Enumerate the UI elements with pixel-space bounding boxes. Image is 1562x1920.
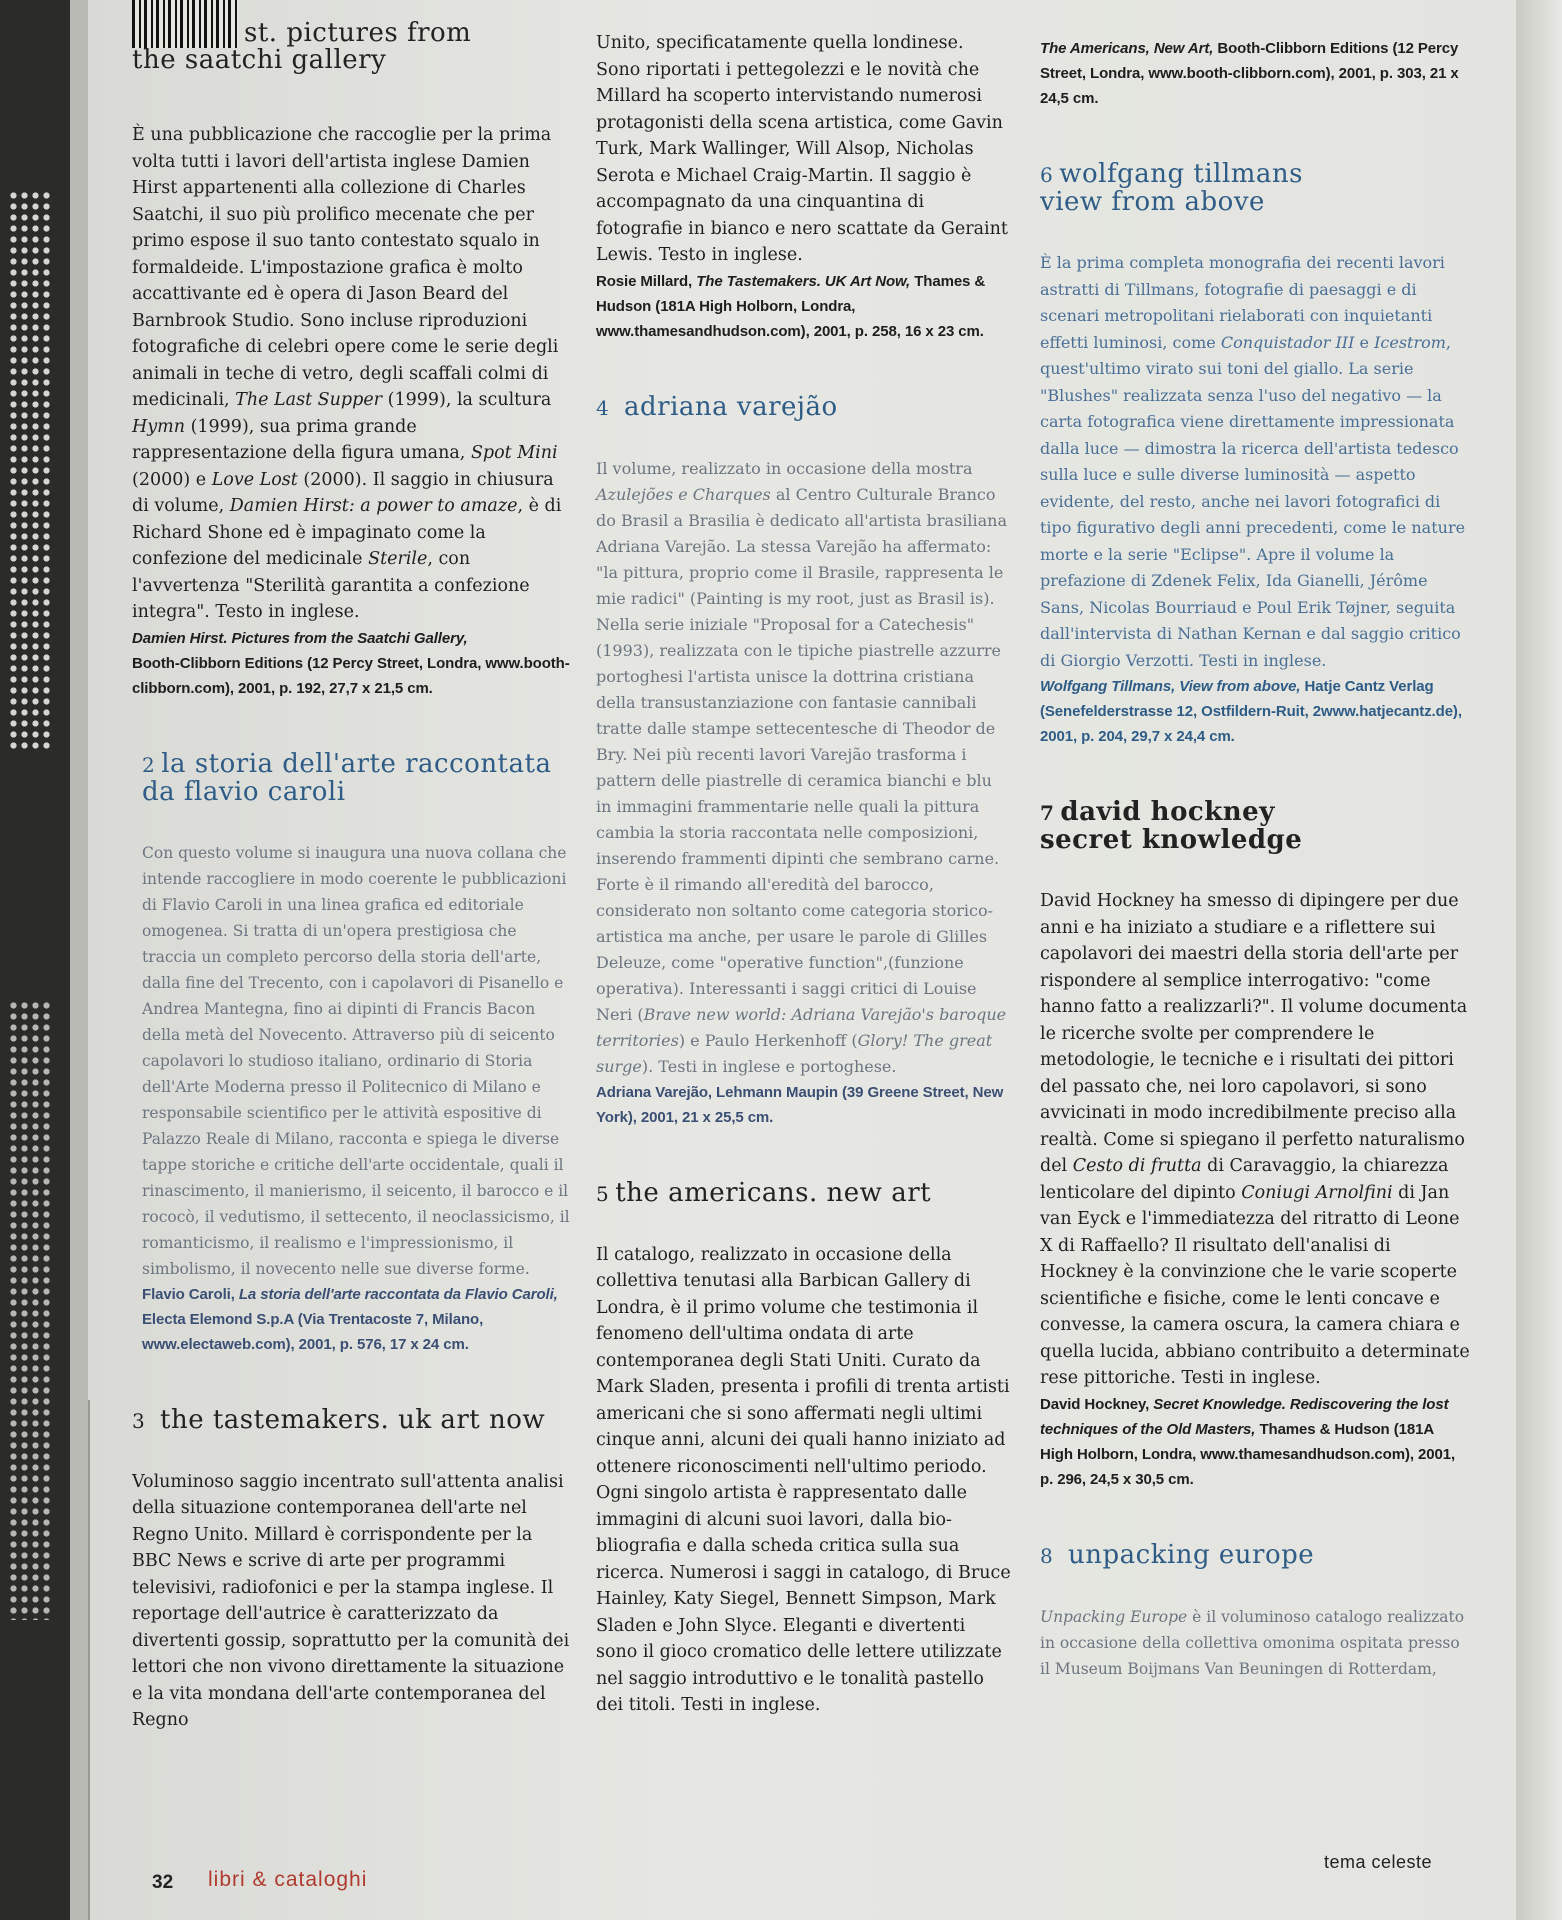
section-7-hockney [1040, 799, 1470, 1492]
section-8-unpacking-europe [1040, 1539, 1470, 1682]
left-page-edge [0, 0, 70, 1920]
section-5-reference: The Americans, New Art, Booth-Clibborn Editions (12 Percy Street, Londra, www.booth-clibborn.com), 2001, p. 303, 21 x 24,5 cm. [1040, 40, 1459, 107]
section-6-title: 6 wolfgang tillmans view from above [1040, 159, 1304, 217]
section-1-body: È una pubblicazione che raccoglie per la prima volta tutti i lavori dell'artista inglese Damien Hirst appartenenti alla collezione di Charles Saatchi, il suo più prolifico mecenate che per primo espose il suo tanto contestato squalo in formaldeide. L'impostazione grafica è molto accattivante ed è opera di Jason Beard del Barnbrook Studio. Sono incluse riproduzioni fotografiche di celebri opere come le serie degli animali in teche di vetro, degli scaffali colmi di medicinali, The Last Supper (1999), la scultura Hymn (1999), sua prima grande rappresentazione della figura umana, Spot Mini (2000) e Love Lost (2000). Il saggio in chiusura di volume, Damien Hirst: a power to amaze, è di Richard Shone ed è impaginato come la confezione del medicinale Sterile, con l'avvertenza "Sterilità garantita a confezione integra". Testo in inglese. [132, 125, 562, 622]
section-4-reference: Adriana Varejão, Lehmann Maupin (39 Greene Street, New York), 2001, 21 x 25,5 cm. [596, 1083, 1004, 1126]
section-label: libri & cataloghi [208, 1868, 368, 1891]
section-3-continued [596, 30, 1011, 344]
title-line-1: st. pictures from [244, 18, 472, 48]
section-3-tastemakers [132, 1404, 572, 1734]
section-4-varejao [596, 391, 1011, 1130]
section-1-reference: Damien Hirst. Pictures from the Saatchi Gallery, Booth-Clibborn Editions (12 Percy Street, Londra, www.booth-clibborn.com), 2001, p. 192, 27,7 x 21,5 cm. [132, 629, 570, 697]
section-4-body: Il volume, realizzato in occasione della mostra Azulejões e Charques al Centro Culturale Branco do Brasil a Brasilia è dedicato all'artista brasiliana Adriana Varejão. La stessa Varejão ha affermato: "la pittura, proprio come il Brasile, rappresenta le mie radici" (Painting is my root, just as Brasil is). Nella serie iniziale "Proposal for a Catechesis" (1993), realizzata con le tipiche piastrelle azzurre portoghesi l'artista unisce la dottrina cristiana della transustanziazione con fantasie cannibali tratte dalle stampe settecentesche di Theodor de Bry. Nei più recenti lavori Varejão trasforma i pattern delle piastrelle di ceramica bianchi e blu in immagini frammentarie nelle quali la pittura cambia la storia raccontata nelle composizioni, inserendo frammenti dipinti che sembrano carne. Forte è il rimando all'eredità del barocco, considerato non soltanto come categoria storico-artistica ma anche, per usare le parole di Glilles Deleuze, come "operative function",(funzione operativa). Interessanti i saggi critici di Louise Neri (Brave new world: Adriana Varejão's baroque territories) e Paulo Herkenhoff (Glory! The great surge). Testi in inglese e portoghese. [596, 458, 1008, 1076]
section-7-title: 7 david hockney secret knowledge [1040, 797, 1303, 855]
section-2-body: Con questo volume si inaugura una nuova collana che intende raccogliere in modo coerente le pubblicazioni di Flavio Caroli in una linea grafica ed editoriale omogenea. Si tratta di un'opera prestigiosa che traccia un completo percorso della storia dell'arte, dalla fine del Trecento, con i capolavori di Pisanello e Andrea Mantegna, fino ai dipinti di Francis Bacon della metà del Novecento. Attraverso più di seicento capolavori lo studioso italiano, ordinario di Storia dell'Arte Moderna presso il Politecnico di Milano e responsabile scientifico per le attività espositive di Palazzo Reale di Milano, racconta e spiega le diverse tappe storiche e critiche dell'arte occidentale, quali il rinascimento, il manierismo, il seicento, il barocco e il rococò, il vedutismo, il settecento, il neoclassicismo, il romanticismo, il realismo e l'impressionismo, il simbolismo, il novecento nelle sue diverse forme. [142, 843, 570, 1278]
section-7-body: David Hockney ha smesso di dipingere per due anni e ha iniziato a studiare e a riflettere sui capolavori dei maestri della storia dell'arte per rispondere al semplice interrogativo: "come hanno fatto a realizzarli?". Il volume documenta le ricerche svolte per comprendere le metodologie, le tecniche e i risultati dei pittori del passato che, nei loro capolavori, si sono avvicinati in modo incredibilmente preciso alla realtà. Come si spiegano il perfetto naturalismo del Cesto di frutta di Caravaggio, la chiarezza lenticolare del dipinto Coniugi Arnolfini di Jan van Eyck e l'immediatezza del ritratto di Leone X di Raffaello? Il risultato dell'analisi di Hockney è la convinzione che le varie scoperte scientifiche e fisiche, come le lenti concave e convesse, la camera oscura, la camera chiara e quella lucida, abbiano contribuito a determinate rese pittoriche. Testi in inglese. [1040, 891, 1470, 1388]
section-3-title: 3 the tastemakers. uk art now [132, 1404, 546, 1435]
section-5-title: 5 the americans. new art [596, 1177, 932, 1208]
title-line-2: the saatchi gallery [132, 45, 387, 75]
section-3-reference: Rosie Millard, The Tastemakers. UK Art Now, Thames & Hudson (181A High Holborn, Londra, www.thamesandhudson.com), 2001, p. 258, 16 x 23 cm. [596, 272, 986, 340]
section-2-caroli [132, 748, 572, 1357]
section-1-hirst [132, 20, 572, 701]
section-8-title: 8 unpacking europe [1040, 1539, 1315, 1570]
column-3 [1040, 36, 1470, 1682]
section-6-tillmans [1040, 161, 1470, 749]
section-4-title: 4 adriana varejão [596, 391, 838, 422]
section-5-reference-block [1040, 36, 1470, 111]
halftone-strip [8, 190, 54, 750]
section-5-body: Il catalogo, realizzato in occasione della collettiva tenutasi alla Barbican Gallery di Londra, è il primo volume che testimonia il fenomeno dell'ultima ondata di arte contemporanea degli Stati Uniti. Curato da Mark Sladen, presenta i profili di trenta artisti americani che si sono affermati negli ultimi cinque anni, alcuni dei quali hanno iniziato ad ottenere riconoscimenti nell'ultimo periodo. Ogni singolo artista è rappresentato dalle immagini di alcuni suoi lavori, dalla bio-bliografia e dalla scheda critica sulla sua ricerca. Numerosi i saggi in catalogo, di Bruce Hainley, Katy Siegel, Bennett Simpson, Mark Sladen e John Slyce. Eleganti e divertenti sono il gioco cromatico delle lettere utilizzate nel saggio introduttivo e le tonalità pastello dei titoli. Testi in inglese. [596, 1244, 1011, 1715]
section-2-reference: Flavio Caroli, La storia dell'arte raccontata da Flavio Caroli, Electa Elemond S.p.A (Via Trentacoste 7, Milano, www.electaweb.com), 2001, p. 576, 17 x 24 cm. [142, 1285, 558, 1353]
page-fold-line [88, 1400, 90, 1920]
magazine-name: tema celeste [1324, 1852, 1433, 1872]
section-8-body: Unpacking Europe è il voluminoso catalogo realizzato in occasione della collettiva omonima ospitata presso il Museum Boijmans Van Beuningen di Rotterdam, [1040, 1607, 1465, 1678]
section-5-americans [596, 1177, 1011, 1719]
section-6-reference: Wolfgang Tillmans, View from above, Hatje Cantz Verlag (Senefelderstrasse 12, Ostfildern-Ruit, 2www.hatjecantz.de), 2001, p. 204, 29,7 x 24,4 cm. [1040, 678, 1462, 745]
page-number: 32 [152, 1872, 174, 1893]
section-1-title [132, 20, 572, 74]
section-3-body: Voluminoso saggio incentrato sull'attenta analisi della situazione contemporanea dell'arte nel Regno Unito. Millard è corrispondente per la BBC News e scrive di arte per programmi televisivi, radiofonici e per la stampa inglese. Il reportage dell'autrice è caratterizzato da divertenti gossip, soprattutto per la comunità dei lettori che non vivono direttamente la situazione e la vita mondana dell'arte contemporanea del Regno [132, 1471, 570, 1730]
column-2 [596, 30, 1011, 1719]
right-page-edge [1516, 0, 1562, 1920]
section-3-body-continued: Unito, specificatamente quella londinese. Sono riportati i pettegolezzi e le novità che Millard ha scoperto intervistando numerosi protagonisti della scena artistica, come Gavin Turk, Mark Wallinger, Will Alsop, Nicholas Serota e Michael Craig-Martin. Il saggio è accompagnato da una cinquantina di fotografie in bianco e nero scattate da Geraint Lewis. Testo in inglese. [596, 33, 1008, 265]
section-6-body: È la prima completa monografia dei recenti lavori astratti di Tillmans, fotografie di paesaggi e di scenari metropolitani rielaborati con inquietanti effetti luminosi, come Conquistador III e Icestrom, quest'ultimo virato sui toni del giallo. La serie "Blushes" realizzata senza l'uso del negativo — la carta fotografica viene direttamente impressionata dalla luce — dimostra la ricerca dell'artista tedesco sulla luce e sulle diverse luminosità — aspetto evidente, del resto, anche nei lavori fotografici di tipo figurativo degli anni precedenti, come le nature morte e la serie "Eclipse". Apre il volume la prefazione di Zdenek Felix, Ida Gianelli, Jérôme Sans, Nicolas Bourriaud e Poul Erik Tøjner, seguita dall'intervista di Nathan Kernan e dal saggio critico di Giorgio Verzotti. Testi in inglese. [1040, 253, 1466, 670]
section-2-title: 2 la storia dell'arte raccontata da flavio caroli [142, 748, 552, 807]
column-1 [132, 20, 572, 1734]
halftone-strip-lower [8, 1000, 54, 1620]
section-7-reference: David Hockney, Secret Knowledge. Rediscovering the lost techniques of the Old Masters, Thames & Hudson (181A High Holborn, Londra, www.thamesandhudson.com), 2001, p. 296, 24,5 x 30,5 cm. [1040, 1395, 1456, 1488]
